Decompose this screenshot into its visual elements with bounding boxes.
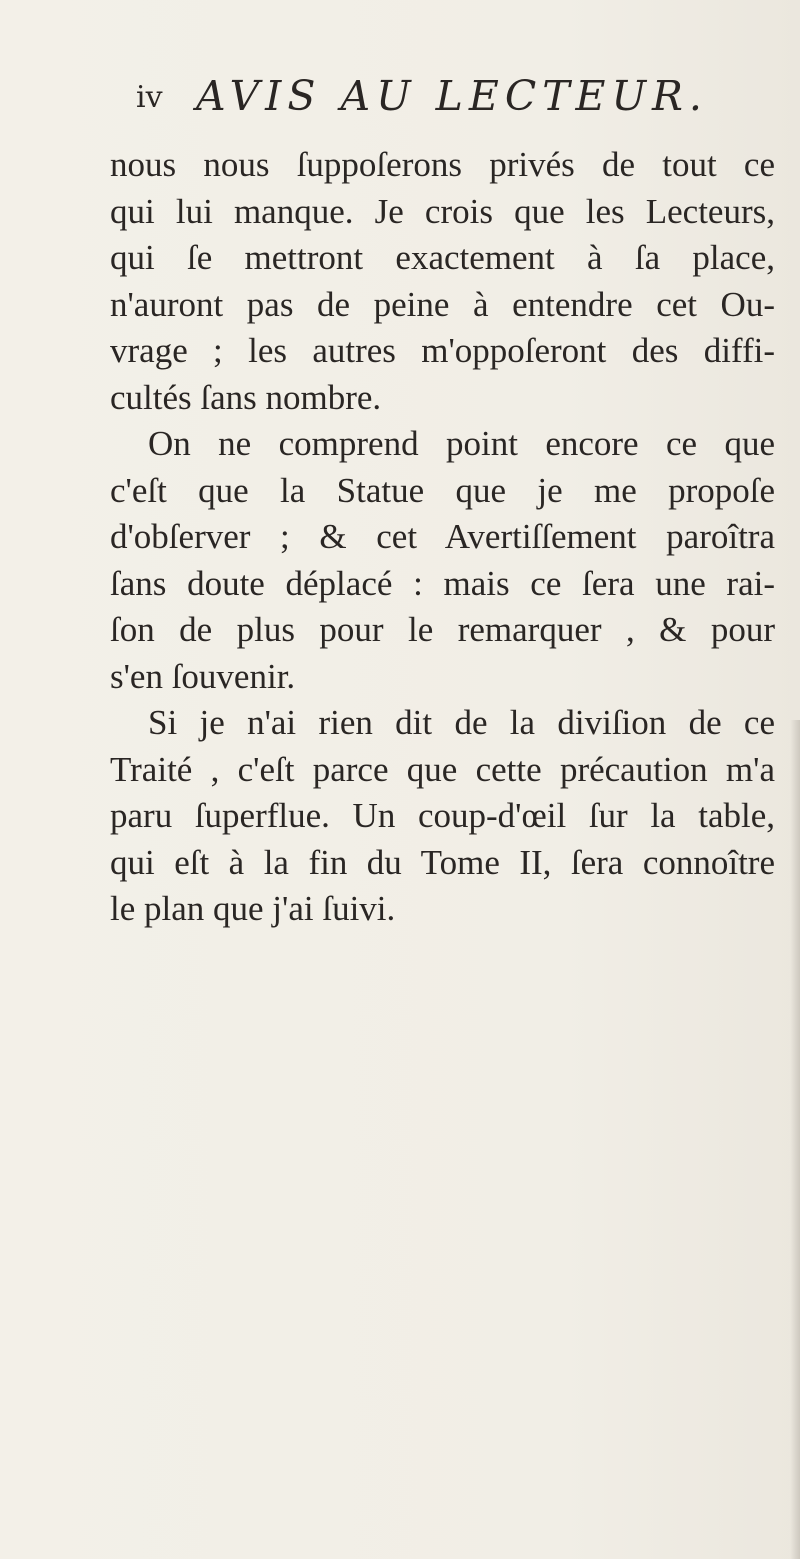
- header-title: AVIS AU LECTEUR.: [196, 72, 708, 120]
- text-line: cultés ſans nombre.: [110, 377, 382, 417]
- running-head: [136, 72, 776, 132]
- paragraph-3: [110, 700, 775, 933]
- text-line: n'auront pas de peine à entendre cet Ou-: [110, 284, 775, 324]
- text-line: nous nous ſuppoſerons privés de tout ce: [110, 145, 775, 184]
- text-line: d'obſerver ; & cet Avertiſſement paroîtra: [110, 517, 775, 556]
- paragraph-2: [110, 421, 775, 700]
- text-line: qui ſe mettront exactement à ſa place,: [110, 238, 775, 277]
- paragraph-1: [110, 142, 775, 421]
- text-line: c'eſt que la Statue que je me propoſe: [110, 470, 775, 510]
- text-line: ſon de plus pour le remarquer , & pour: [110, 610, 775, 649]
- page-edge-shadow: [790, 720, 800, 1559]
- page-number: iv: [136, 80, 163, 115]
- text-line: vrage ; les autres m'oppoſeront des diffi-: [110, 331, 775, 370]
- text-line: Traité , c'eſt parce que cette précaution m'a: [110, 749, 775, 789]
- text-line: le plan que j'ai ſuivi.: [110, 889, 396, 928]
- text-line: Si je n'ai rien dit de la diviſion de ce: [148, 703, 775, 742]
- text-line: qui eſt à la fin du Tome II, ſera connoître: [110, 842, 775, 882]
- text-line: On ne comprend point encore ce que: [148, 424, 775, 463]
- text-line: s'en ſouvenir.: [110, 656, 296, 696]
- text-line: paru ſuperflue. Un coup-d'œil ſur la table,: [110, 796, 775, 835]
- text-line: qui lui manque. Je crois que les Lecteurs,: [110, 191, 775, 231]
- text-line: ſans doute déplacé : mais ce ſera une rai-: [110, 563, 775, 603]
- body-text: [110, 142, 775, 933]
